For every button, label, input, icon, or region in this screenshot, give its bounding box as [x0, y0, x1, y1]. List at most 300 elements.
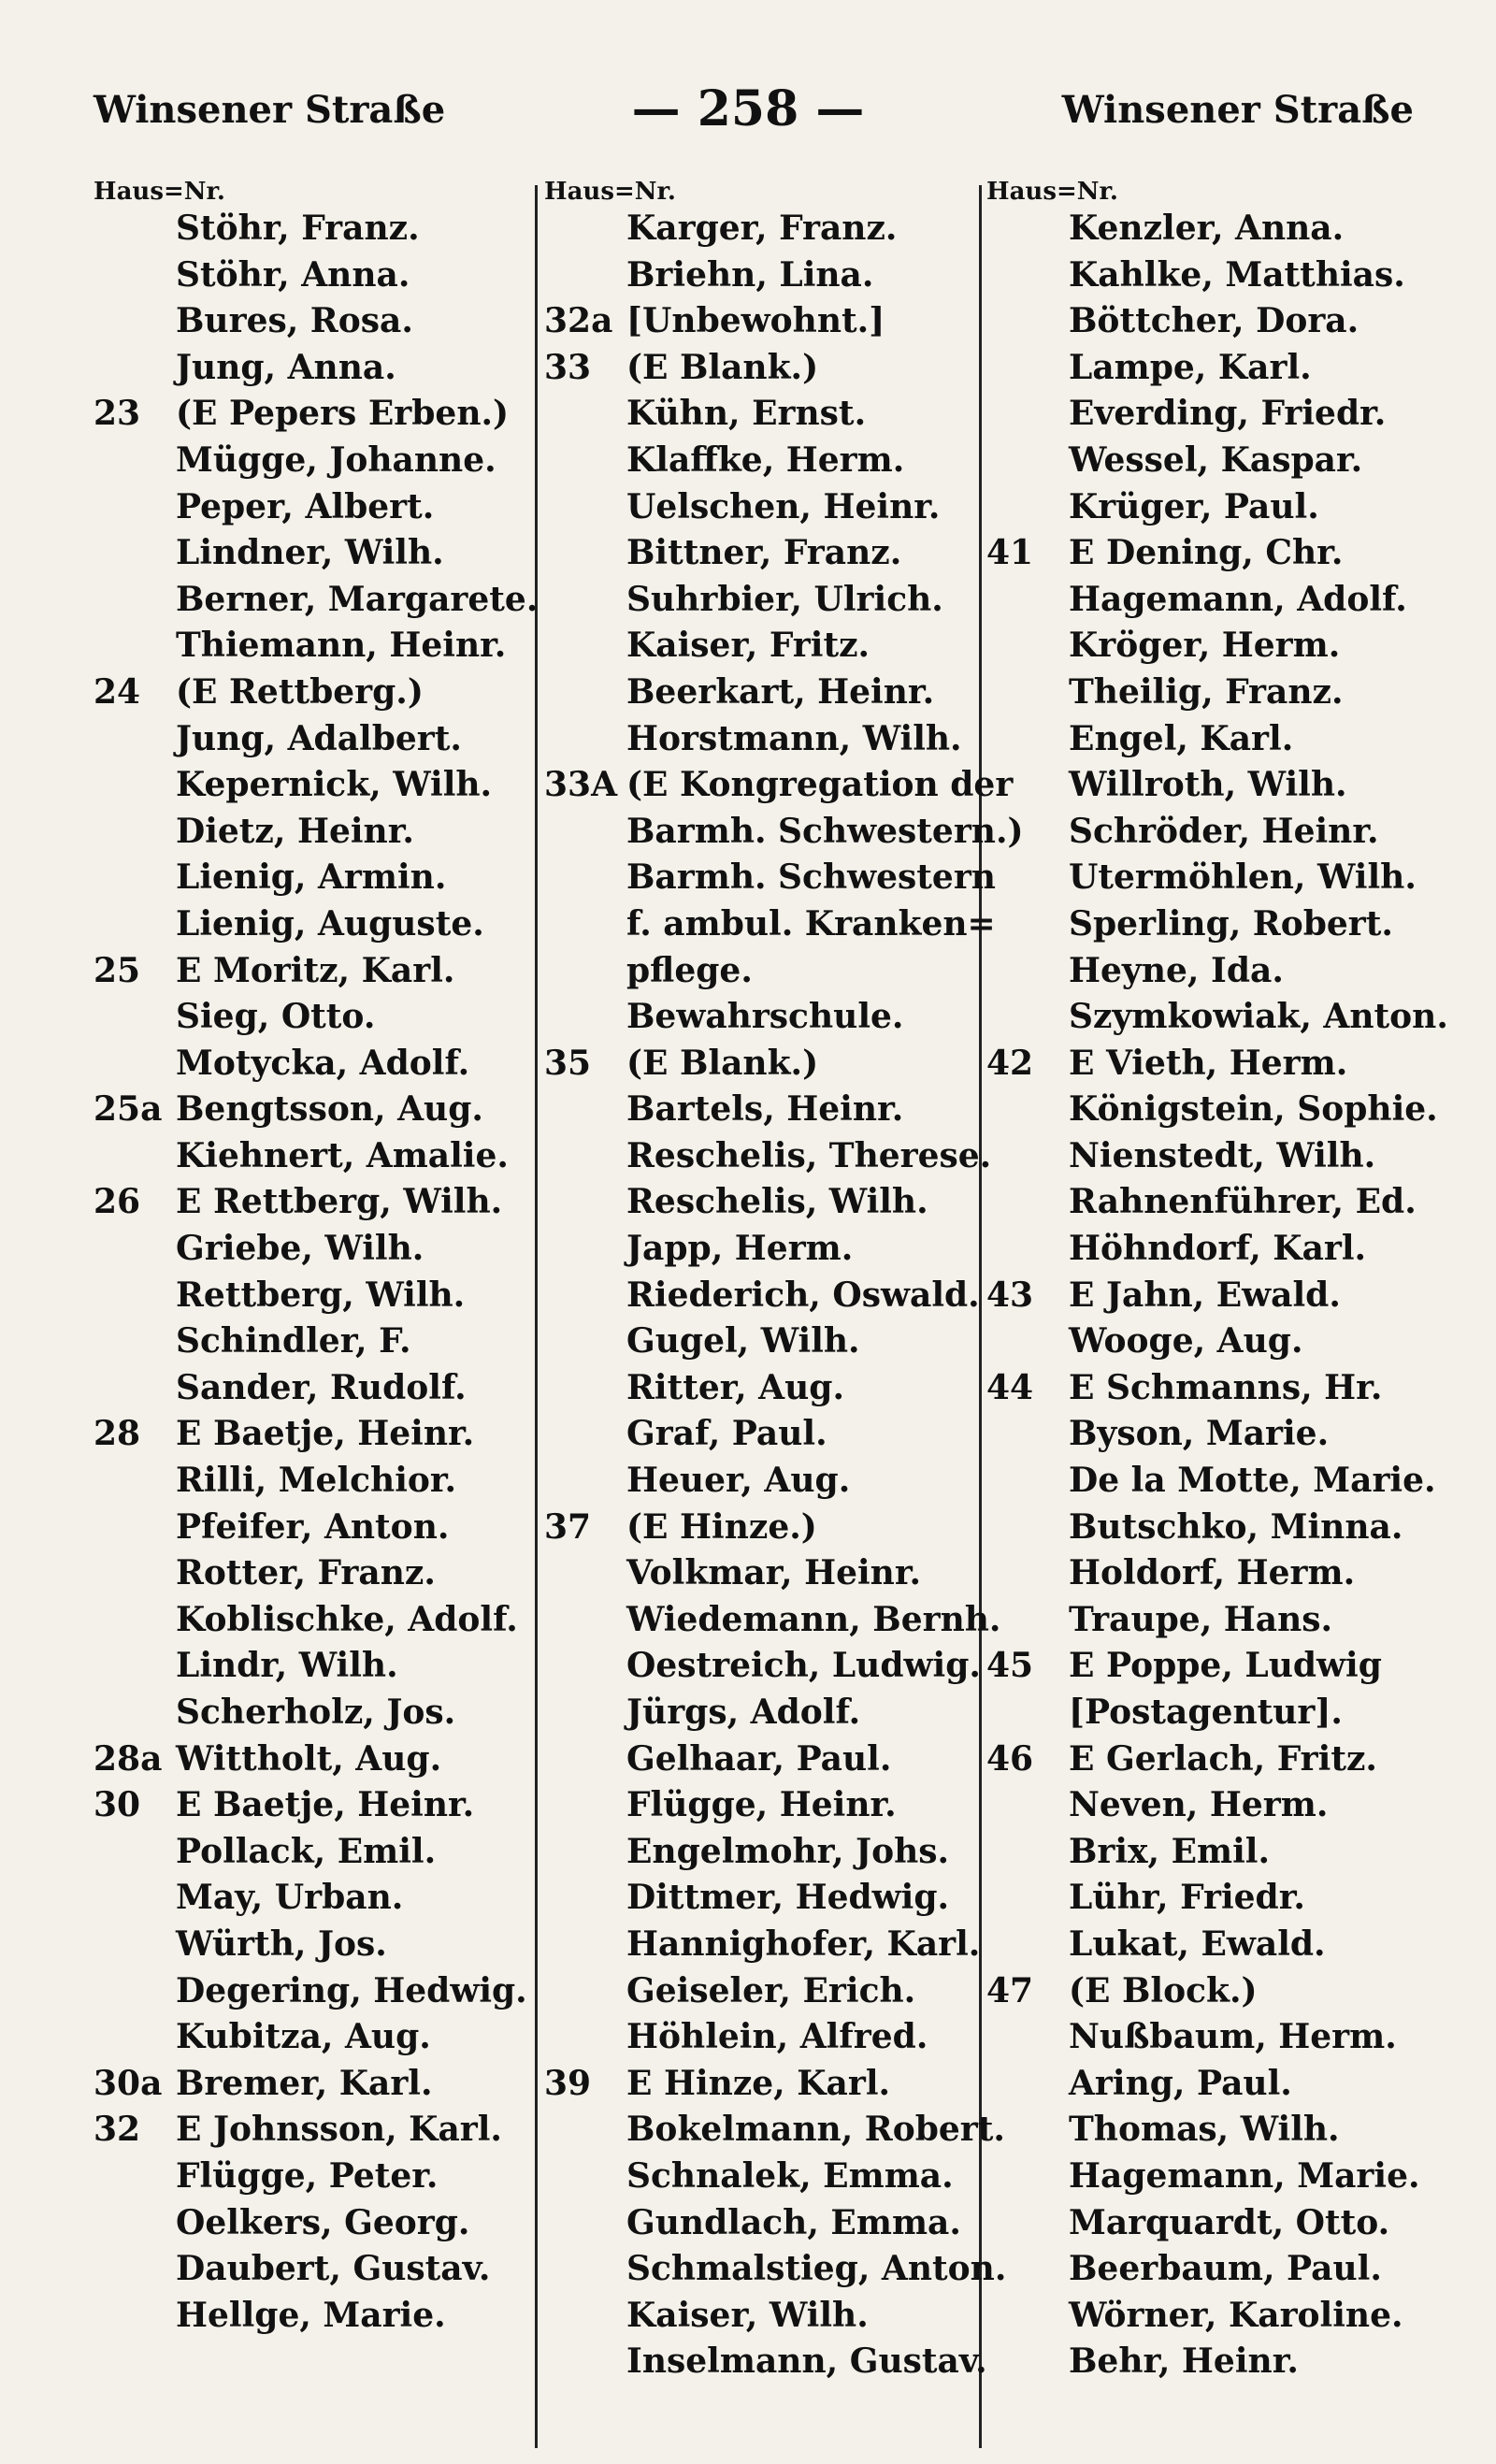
list-item	[986, 1690, 1454, 1736]
list-item	[94, 994, 561, 1041]
list-item	[986, 530, 1454, 577]
resident-name: E Dening, Chr.	[1069, 533, 1344, 573]
resident-name: Heuer, Aug.	[626, 1461, 851, 1501]
resident-name: Inselmann, Gustav.	[626, 2342, 987, 2382]
house-number	[986, 670, 1069, 716]
resident-name: Ritter, Aug.	[626, 1367, 844, 1407]
house-number: 23	[94, 394, 141, 434]
house-number	[94, 623, 176, 670]
resident-name: Bartels, Heinr.	[626, 1089, 904, 1130]
resident-name: Oestreich, Ludwig.	[626, 1646, 981, 1686]
list-item	[986, 438, 1454, 484]
resident-name: Kiehnert, Amalie.	[176, 1135, 509, 1175]
house-number	[544, 206, 626, 252]
resident-name: Lindner, Wilh.	[176, 533, 444, 573]
resident-name: Brix, Emil.	[1069, 1831, 1271, 1871]
resident-name: Barmh. Schwestern.)	[626, 811, 1024, 851]
house-number	[94, 1458, 176, 1505]
house-number	[986, 2293, 1069, 2340]
list-item	[986, 855, 1454, 901]
resident-name: Hagemann, Adolf.	[1069, 579, 1407, 619]
list-item	[544, 2014, 1012, 2061]
house-number	[986, 1087, 1069, 1133]
list-item	[544, 2246, 1012, 2293]
list-item	[544, 391, 1012, 438]
resident-name: Lampe, Karl.	[1069, 347, 1312, 387]
list-item	[544, 948, 1012, 995]
house-number: 25a	[94, 1089, 163, 1130]
list-item	[986, 1643, 1454, 1690]
list-item	[986, 1597, 1454, 1644]
list-item	[986, 901, 1454, 948]
list-item	[544, 994, 1012, 1041]
house-number	[94, 530, 176, 577]
house-number: 30a	[94, 2063, 163, 2103]
resident-name: Suhrbier, Ulrich.	[626, 579, 943, 619]
list-item	[544, 1226, 1012, 1273]
resident-name: E Jahn, Ewald.	[1069, 1275, 1341, 1315]
resident-name: Wittholt, Aug.	[176, 1738, 442, 1779]
list-item	[94, 530, 561, 577]
resident-name: Jung, Adalbert.	[176, 718, 462, 758]
resident-name: Szymkowiak, Anton.	[1069, 997, 1448, 1037]
list-item	[544, 1875, 1012, 1922]
house-number	[94, 716, 176, 763]
list-item	[986, 1179, 1454, 1226]
list-item	[544, 855, 1012, 901]
house-number	[544, 716, 626, 763]
house-number	[986, 1318, 1069, 1365]
house-number	[986, 1458, 1069, 1505]
resident-name: Bewahrschule.	[626, 997, 904, 1037]
resident-name: May, Urban.	[176, 1878, 404, 1918]
column-3	[986, 178, 1454, 2385]
list-item	[986, 2293, 1454, 2340]
list-item	[544, 1782, 1012, 1829]
resident-name: Volkmar, Heinr.	[626, 1553, 922, 1593]
list-item	[544, 206, 1012, 252]
resident-name: Peper, Albert.	[176, 486, 435, 526]
resident-name: [Postagentur].	[1069, 1693, 1343, 1732]
house-number	[986, 1690, 1069, 1736]
resident-name: Nußbaum, Herm.	[1069, 2017, 1397, 2057]
list-item	[986, 206, 1454, 252]
list-item	[544, 716, 1012, 763]
resident-name: (E Kongregation der	[626, 765, 1014, 805]
resident-name: Hannighofer, Karl.	[626, 1924, 981, 1964]
list-item	[986, 1273, 1454, 1319]
list-item	[94, 809, 561, 856]
house-number	[544, 809, 626, 856]
list-item	[986, 484, 1454, 531]
resident-name: Dittmer, Hedwig.	[626, 1878, 950, 1918]
list-item	[544, 762, 1012, 809]
page-header	[0, 80, 1496, 137]
house-number	[94, 2014, 176, 2061]
resident-name: Byson, Marie.	[1069, 1414, 1330, 1454]
resident-name: Hagemann, Marie.	[1069, 2155, 1420, 2196]
list-item	[986, 1365, 1454, 1412]
resident-name: Sander, Rudolf.	[176, 1367, 467, 1407]
house-number	[544, 1597, 626, 1644]
list-item	[986, 391, 1454, 438]
resident-name: Pfeifer, Anton.	[176, 1506, 450, 1547]
house-number: 35	[544, 1043, 592, 1083]
list-item	[986, 2014, 1454, 2061]
house-number	[544, 948, 626, 995]
resident-name: Utermöhlen, Wilh.	[1069, 857, 1417, 898]
list-item	[544, 345, 1012, 392]
list-item	[94, 1179, 561, 1226]
list-item	[94, 1782, 561, 1829]
house-number	[544, 484, 626, 531]
list-item	[544, 1968, 1012, 2015]
list-item	[544, 623, 1012, 670]
resident-name: Höhlein, Alfred.	[626, 2017, 928, 2057]
resident-name: Thiemann, Heinr.	[176, 626, 507, 666]
house-number	[544, 2154, 626, 2200]
house-number	[986, 391, 1069, 438]
resident-name: Wessel, Kaspar.	[1069, 439, 1363, 480]
list-item	[986, 298, 1454, 345]
house-number	[986, 252, 1069, 299]
list-item	[544, 1365, 1012, 1412]
list-item	[986, 1968, 1454, 2015]
resident-name: Butschko, Minna.	[1069, 1506, 1403, 1547]
list-item	[544, 298, 1012, 345]
resident-name: f. ambul. Kranken=	[626, 903, 996, 944]
resident-name: Flügge, Heinr.	[626, 1785, 897, 1825]
running-head-right: Winsener Straße	[1061, 88, 1414, 132]
house-number	[94, 855, 176, 901]
resident-name: Graf, Paul.	[626, 1414, 827, 1454]
house-number	[986, 2014, 1069, 2061]
resident-name: Bittner, Franz.	[626, 533, 902, 573]
house-number	[94, 577, 176, 624]
house-number: 43	[986, 1275, 1034, 1315]
house-number	[94, 1690, 176, 1736]
house-number	[544, 2293, 626, 2340]
resident-name: E Gerlach, Fritz.	[1069, 1738, 1377, 1779]
resident-name: Traupe, Hans.	[1069, 1599, 1333, 1639]
list-item	[94, 1597, 561, 1644]
list-item	[544, 1041, 1012, 1088]
resident-name: Stöhr, Franz.	[176, 209, 420, 248]
resident-name: Kenzler, Anna.	[1069, 209, 1345, 248]
resident-name: E Baetje, Heinr.	[176, 1785, 475, 1825]
list-item	[986, 1226, 1454, 1273]
resident-name: Marquardt, Otto.	[1069, 2202, 1390, 2242]
house-number	[94, 206, 176, 252]
list-item	[986, 2200, 1454, 2247]
list-item	[544, 2293, 1012, 2340]
list-item	[544, 1133, 1012, 1180]
house-number	[544, 1133, 626, 1180]
resident-name: E Poppe, Ludwig	[1069, 1646, 1382, 1686]
house-number	[94, 2293, 176, 2340]
resident-name: Kühn, Ernst.	[626, 394, 867, 434]
house-number	[544, 623, 626, 670]
house-number	[544, 1318, 626, 1365]
house-number: 46	[986, 1738, 1034, 1779]
resident-name: Dietz, Heinr.	[176, 811, 414, 851]
list-item	[544, 1411, 1012, 1458]
list-item	[544, 1273, 1012, 1319]
house-number: 47	[986, 1970, 1034, 2010]
resident-name: Gundlach, Emma.	[626, 2202, 961, 2242]
resident-name: Kepernick, Wilh.	[176, 765, 493, 805]
list-item	[986, 2061, 1454, 2108]
list-item	[544, 809, 1024, 856]
resident-name: E Hinze, Karl.	[626, 2063, 891, 2103]
resident-name: Reschelis, Therese.	[626, 1135, 992, 1175]
resident-name: Lukat, Ewald.	[1069, 1924, 1326, 1964]
house-number	[986, 1829, 1069, 1876]
house-number	[544, 1829, 626, 1876]
house-number	[986, 994, 1069, 1041]
list-item	[544, 1087, 1012, 1133]
resident-name: Rettberg, Wilh.	[176, 1275, 466, 1315]
list-item	[94, 901, 561, 948]
resident-name: [Unbewohnt.]	[626, 301, 885, 341]
list-item	[94, 762, 561, 809]
resident-name: Motycka, Adolf.	[176, 1043, 470, 1083]
resident-name: Lienig, Armin.	[176, 857, 447, 898]
house-number	[986, 716, 1069, 763]
list-item	[94, 1968, 561, 2015]
list-item	[94, 298, 561, 345]
list-item	[544, 670, 1012, 716]
house-number	[986, 2246, 1069, 2293]
resident-name: Mügge, Johanne.	[176, 439, 496, 480]
house-number	[94, 2154, 176, 2200]
resident-name: Japp, Herm.	[626, 1229, 854, 1269]
house-number	[544, 438, 626, 484]
resident-name: Oelkers, Georg.	[176, 2202, 470, 2242]
house-number	[986, 1597, 1069, 1644]
column-2	[544, 178, 1024, 2385]
house-number: 30	[94, 1785, 141, 1825]
house-number	[544, 1968, 626, 2015]
resident-name: Pollack, Emil.	[176, 1831, 437, 1871]
house-number: 28a	[94, 1738, 163, 1779]
house-number: 41	[986, 533, 1034, 573]
list-item	[94, 1133, 561, 1180]
column-1	[94, 178, 561, 2339]
house-number	[94, 994, 176, 1041]
house-number	[986, 1782, 1069, 1829]
resident-name: Lühr, Friedr.	[1069, 1878, 1305, 1918]
resident-name: Griebe, Wilh.	[176, 1229, 424, 1269]
resident-name: Nienstedt, Wilh.	[1069, 1135, 1376, 1175]
house-number	[94, 1550, 176, 1597]
resident-name: Kubitza, Aug.	[176, 2017, 431, 2057]
house-number	[94, 1643, 176, 1690]
list-item	[94, 716, 561, 763]
house-number	[94, 484, 176, 531]
list-item	[986, 809, 1454, 856]
list-item	[986, 1782, 1454, 1829]
resident-name: De la Motte, Marie.	[1069, 1461, 1436, 1501]
resident-name: Wiedemann, Bernh.	[626, 1599, 1001, 1639]
list-item	[94, 1318, 561, 1365]
house-number	[94, 1922, 176, 1968]
resident-name: Würth, Jos.	[176, 1924, 387, 1964]
house-number	[986, 762, 1069, 809]
resident-name: Gugel, Wilh.	[626, 1321, 860, 1362]
list-item	[94, 1411, 561, 1458]
list-item	[544, 2200, 1012, 2247]
resident-name: Bengtsson, Aug.	[176, 1089, 483, 1130]
house-number	[94, 1968, 176, 2015]
house-number	[544, 2246, 626, 2293]
resident-name: Karger, Franz.	[626, 209, 898, 248]
page-number: — 258 —	[631, 80, 865, 137]
resident-name: Stöhr, Anna.	[176, 254, 410, 295]
house-number	[544, 530, 626, 577]
house-number	[94, 1505, 176, 1551]
house-number	[986, 623, 1069, 670]
list-item	[94, 1087, 561, 1133]
list-item	[986, 1505, 1454, 1551]
list-item	[986, 577, 1454, 624]
house-number	[94, 1875, 176, 1922]
resident-name: Briehn, Lina.	[626, 254, 874, 295]
house-number	[94, 2246, 176, 2293]
resident-name: Uelschen, Heinr.	[626, 486, 941, 526]
house-number: 45	[986, 1646, 1034, 1686]
resident-name: Beerkart, Heinr.	[626, 671, 935, 712]
house-number	[94, 1133, 176, 1180]
house-number: 24	[94, 671, 141, 712]
list-item	[94, 2061, 561, 2108]
house-number: 33	[544, 347, 592, 387]
list-item	[986, 2339, 1454, 2385]
list-item	[544, 901, 1012, 948]
house-number	[986, 1875, 1069, 1922]
column-header: Haus=Nr.	[544, 178, 676, 206]
house-number	[986, 1411, 1069, 1458]
house-number	[544, 1273, 626, 1319]
resident-name: Behr, Heinr.	[1069, 2342, 1299, 2382]
list-item	[94, 1690, 561, 1736]
list-item	[544, 530, 1012, 577]
list-item	[544, 2154, 1012, 2200]
running-head-left: Winsener Straße	[94, 88, 446, 132]
house-number	[544, 577, 626, 624]
house-number	[94, 2200, 176, 2247]
resident-name: Theilig, Franz.	[1069, 671, 1344, 712]
house-number	[986, 1226, 1069, 1273]
list-item	[986, 716, 1454, 763]
resident-name: Kaiser, Fritz.	[626, 626, 870, 666]
list-item	[544, 577, 1012, 624]
resident-name: Sperling, Robert.	[1069, 903, 1393, 944]
house-number	[986, 901, 1069, 948]
list-item	[94, 577, 561, 624]
house-number	[94, 1318, 176, 1365]
house-number	[94, 298, 176, 345]
house-number: 33A	[544, 765, 618, 805]
list-item	[94, 1273, 561, 1319]
house-number	[94, 1597, 176, 1644]
house-number	[986, 1550, 1069, 1597]
resident-name: Berner, Margarete.	[176, 579, 539, 619]
house-number	[986, 484, 1069, 531]
resident-name: Rahnenführer, Ed.	[1069, 1182, 1417, 1222]
resident-name: (E Blank.)	[626, 1043, 819, 1083]
list-item	[986, 670, 1454, 716]
list-item	[94, 1643, 561, 1690]
resident-name: Kröger, Herm.	[1069, 626, 1341, 666]
list-item	[544, 1736, 1012, 1783]
resident-name: E Vieth, Herm.	[1069, 1043, 1348, 1083]
list-item	[544, 1318, 1012, 1365]
resident-name: Lienig, Auguste.	[176, 903, 484, 944]
house-number	[544, 670, 626, 716]
house-number	[94, 1273, 176, 1319]
list-item	[94, 2014, 561, 2061]
house-number: 42	[986, 1043, 1034, 1083]
resident-name: Horstmann, Wilh.	[626, 718, 962, 758]
resident-name: Heyne, Ida.	[1069, 950, 1284, 990]
resident-name: Beerbaum, Paul.	[1069, 2249, 1382, 2289]
house-number	[544, 901, 626, 948]
resident-name: Schnalek, Emma.	[626, 2155, 954, 2196]
house-number	[544, 2339, 626, 2385]
house-number	[544, 1782, 626, 1829]
list-item	[986, 762, 1454, 809]
resident-name: Königstein, Sophie.	[1069, 1089, 1438, 1130]
house-number	[544, 391, 626, 438]
resident-name: Höhndorf, Karl.	[1069, 1229, 1367, 1269]
column-header: Haus=Nr.	[94, 178, 225, 206]
resident-name: Rilli, Melchior.	[176, 1461, 457, 1501]
list-item	[986, 2154, 1454, 2200]
resident-name: Flügge, Peter.	[176, 2155, 439, 2196]
house-number	[94, 901, 176, 948]
list-item	[986, 345, 1454, 392]
list-item	[544, 1179, 1012, 1226]
list-item	[986, 1087, 1454, 1133]
resident-name: pflege.	[626, 950, 753, 990]
list-item	[544, 1550, 1012, 1597]
resident-name: (E Blank.)	[626, 347, 819, 387]
resident-name: Neven, Herm.	[1069, 1785, 1329, 1825]
list-item	[94, 252, 561, 299]
list-item	[986, 623, 1454, 670]
list-item	[544, 2107, 1012, 2154]
resident-name: Bokelmann, Robert.	[626, 2110, 1005, 2150]
list-item	[544, 1643, 1012, 1690]
resident-name: E Rettberg, Wilh.	[176, 1182, 503, 1222]
resident-name: Wooge, Aug.	[1069, 1321, 1303, 1362]
list-item	[94, 1922, 561, 1968]
list-item	[544, 438, 1012, 484]
resident-name: Jürgs, Adolf.	[626, 1693, 861, 1732]
house-number	[544, 1690, 626, 1736]
list-item	[94, 1505, 561, 1551]
resident-name: E Johnsson, Karl.	[176, 2110, 502, 2150]
house-number	[544, 1226, 626, 1273]
house-number	[544, 252, 626, 299]
resident-name: Wörner, Karoline.	[1069, 2295, 1403, 2335]
resident-name: Klaffke, Herm.	[626, 439, 905, 480]
house-number	[94, 809, 176, 856]
list-item	[94, 670, 561, 716]
house-number	[94, 345, 176, 392]
list-item	[544, 1690, 1012, 1736]
